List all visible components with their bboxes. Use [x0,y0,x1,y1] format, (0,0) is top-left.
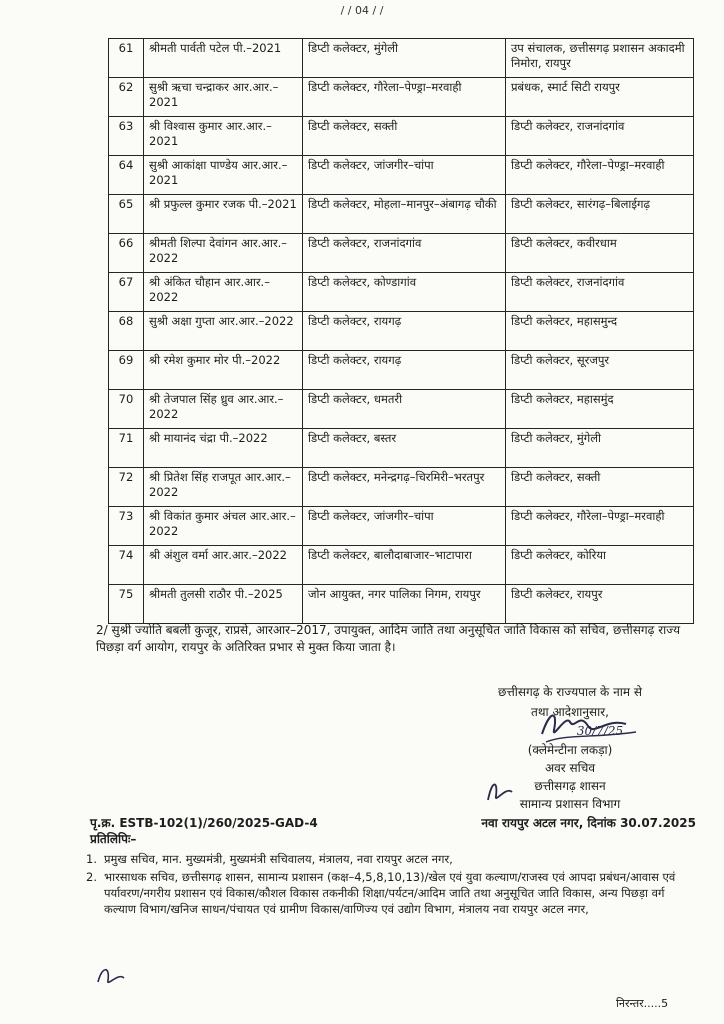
table-row [109,507,694,546]
current-posting: डिप्टी कलेक्टर, मनेन्द्रगढ़–चिरमिरी–भरतपुर [303,468,506,507]
copy-to-item-2 [86,869,698,917]
new-posting: डिप्टी कलेक्टर, गौरेला–पेण्ड्रा–मरवाही [506,507,694,546]
current-posting: डिप्टी कलेक्टर, जांजगीर–चांपा [303,507,506,546]
current-posting: डिप्टी कलेक्टर, बालौदाबाजार–भाटापारा [303,546,506,585]
officer-name: सुश्री अक्षा गुप्ता आर.आर.–2022 [144,312,303,351]
officer-name: श्रीमती तुलसी राठौर पी.–2025 [144,585,303,624]
paragraph-2: 2/ सुश्री ज्योति बबली कुजूर, राप्रसे, आरआर–2017, उपायुक्त, आदिम जाति तथा अनुसूचित जाति विकास को सचिव, छत्तीसगढ़ राज्य पिछड़ा वर्ग आयोग, रायपुर के अतिरिक्त प्रभार से मुक्त किया जाता है। [96,623,681,654]
table-row [109,390,694,429]
current-posting: डिप्टी कलेक्टर, मोहला–मानपुर–अंबागढ़ चौकी [303,195,506,234]
officer-name: सुश्री आकांक्षा पाण्डेय आर.आर.–2021 [144,156,303,195]
new-posting: डिप्टी कलेक्टर, महासमुंद [506,390,694,429]
officer-name: श्री विकांत कुमार अंचल आर.आर.–2022 [144,507,303,546]
copy-to-number: 1. [86,852,97,866]
serial-number: 67 [109,273,144,312]
serial-number: 63 [109,117,144,156]
serial-number: 66 [109,234,144,273]
officer-name: श्री विश्वास कुमार आर.आर.–2021 [144,117,303,156]
copy-to-item-1 [86,851,698,867]
transfer-table-body [109,39,694,624]
copy-to-text: भारसाधक सचिव, छत्तीसगढ़ शासन, सामान्य प्रशासन (कक्ष–4,5,8,10,13)/खेल एवं युवा कल्याण/राजस्व एवं आपदा प्रबंधन/आवास एवं पर्यावरण/नगरीय प्रशासन एवं विकास/कौशल विकास तकनीकी शिक्षा/पर्यटन/आदिम जाति तथा अनुसूचित जाति विकास, अन्य पिछड़ा वर्ग कल्याण विभाग/खनिज साधन/पंचायत एवं ग्रामीण विकास/वाणिज्य एवं उद्योग विभाग, मंत्रालय नवा रायपुर अटल नगर, [104,870,676,916]
new-posting: डिप्टी कलेक्टर, सक्ती [506,468,694,507]
signatory-dept: सामान्य प्रशासन विभाग [519,797,621,811]
transfer-table [108,38,694,624]
serial-number: 74 [109,546,144,585]
new-posting: डिप्टी कलेक्टर, मुंगेली [506,429,694,468]
signatory-name: (क्लेमेन्टीना लकड़ा) [527,743,613,757]
table-row [109,156,694,195]
new-posting: डिप्टी कलेक्टर, राजनांदगांव [506,273,694,312]
serial-number: 61 [109,39,144,78]
current-posting: डिप्टी कलेक्टर, कोण्डागांव [303,273,506,312]
officer-name: श्री प्रितेश सिंह राजपूत आर.आर.–2022 [144,468,303,507]
officer-name: श्री अंशुल वर्मा आर.आर.–2022 [144,546,303,585]
serial-number: 75 [109,585,144,624]
new-posting: उप संचालक, छत्तीसगढ़ प्रशासन अकादमी निमोरा, रायपुर [506,39,694,78]
current-posting: डिप्टी कलेक्टर, धमतरी [303,390,506,429]
current-posting: डिप्टी कलेक्टर, जांजगीर–चांपा [303,156,506,195]
current-posting: डिप्टी कलेक्टर, मुंगेली [303,39,506,78]
serial-number: 69 [109,351,144,390]
officer-name: श्री रमेश कुमार मोर पी.–2022 [144,351,303,390]
copy-to-label: प्रतिलिपिः– [90,832,137,846]
current-posting: डिप्टी कलेक्टर, रायगढ़ [303,351,506,390]
officer-name: श्री मायानंद चंद्रा पी.–2022 [144,429,303,468]
table-row [109,312,694,351]
officer-name: श्रीमती पार्वती पटेल पी.–2021 [144,39,303,78]
current-posting: डिप्टी कलेक्टर, बस्तर [303,429,506,468]
table-row [109,585,694,624]
new-posting: डिप्टी कलेक्टर, कवीरधाम [506,234,694,273]
officer-name: श्रीमती शिल्पा देवांगन आर.आर.–2022 [144,234,303,273]
current-posting: जोन आयुक्त, नगर पालिका निगम, रायपुर [303,585,506,624]
officer-name: श्री अंकित चौहान आर.आर.–2022 [144,273,303,312]
new-posting: डिप्टी कलेक्टर, सारंगढ़–बिलाईगढ़ [506,195,694,234]
serial-number: 70 [109,390,144,429]
new-posting: डिप्टी कलेक्टर, गौरेला–पेण्ड्रा–मरवाही [506,156,694,195]
table-row [109,546,694,585]
continued-note: निरन्तर.....5 [616,997,669,1010]
serial-number: 72 [109,468,144,507]
officer-name: श्री तेजपाल सिंह ध्रुव आर.आर.–2022 [144,390,303,429]
officer-name: सुश्री ऋचा चन्द्राकर आर.आर.–2021 [144,78,303,117]
new-posting: डिप्टी कलेक्टर, रायपुर [506,585,694,624]
new-posting: प्रबंधक, स्मार्ट सिटी रायपुर [506,78,694,117]
table-row [109,351,694,390]
copy-to-number: 2. [86,870,97,884]
officer-name: श्री प्रफुल्ल कुमार रजक पी.–2021 [144,195,303,234]
new-posting: डिप्टी कलेक्टर, कोरिया [506,546,694,585]
table-row [109,234,694,273]
new-posting: डिप्टी कलेक्टर, सूरजपुर [506,351,694,390]
table-row [109,468,694,507]
reference-number: पृ.क्र. ESTB-102(1)/260/2025-GAD-4 [90,816,318,830]
current-posting: डिप्टी कलेक्टर, सक्ती [303,117,506,156]
serial-number: 71 [109,429,144,468]
page-number: / / 04 / / [340,4,384,17]
current-posting: डिप्टी कलेक्टर, रायगढ़ [303,312,506,351]
current-posting: डिप्टी कलेक्टर, राजनांदगांव [303,234,506,273]
table-row [109,273,694,312]
new-posting: डिप्टी कलेक्टर, राजनांदगांव [506,117,694,156]
signed-date: 30/7/25 [576,724,624,738]
new-posting: डिप्टी कलेक्टर, महासमुन्द [506,312,694,351]
signatory-org: छत्तीसगढ़ शासन [534,779,606,793]
place-date: नवा रायपुर अटल नगर, दिनांक 30.07.2025 [481,816,696,830]
serial-number: 68 [109,312,144,351]
copy-to-text: प्रमुख सचिव, मान. मुख्यमंत्री, मुख्यमंत्री सचिवालय, मंत्रालय, नवा रायपुर अटल नगर, [104,852,453,866]
serial-number: 65 [109,195,144,234]
signature-line-1: छत्तीसगढ़ के राज्यपाल के नाम से [498,685,642,699]
signature-line-2: तथा आदेशानुसार, [531,705,609,719]
signatory-designation: अवर सचिव [544,761,596,775]
serial-number: 73 [109,507,144,546]
table-row [109,117,694,156]
serial-number: 64 [109,156,144,195]
table-row [109,429,694,468]
table-row [109,78,694,117]
table-row [109,195,694,234]
margin-initial [92,960,132,990]
table-row [109,39,694,78]
current-posting: डिप्टी कलेक्टर, गौरेला–पेण्ड्रा–मरवाही [303,78,506,117]
serial-number: 62 [109,78,144,117]
